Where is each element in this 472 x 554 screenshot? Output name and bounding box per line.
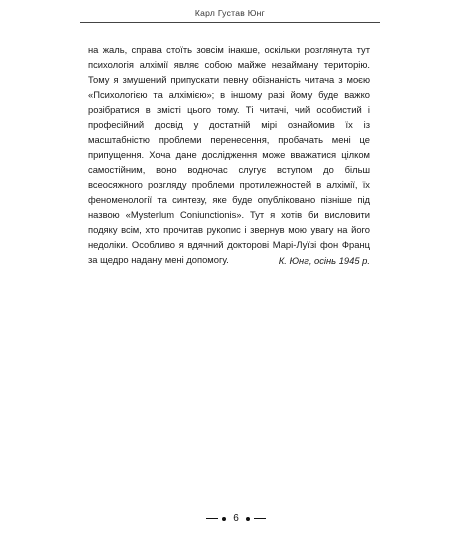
footer-dot-left <box>222 517 226 521</box>
footer-dash-left <box>206 518 218 519</box>
page-footer <box>0 513 472 524</box>
author-signature: К. Юнг, осінь 1945 р. <box>278 255 370 266</box>
page-number: 6 <box>233 513 239 524</box>
running-header: Карл Густав Юнг <box>194 8 266 18</box>
footer-dash-right <box>254 518 266 519</box>
header-rule <box>80 22 380 23</box>
footer-dot-right <box>246 517 250 521</box>
body-paragraph: на жаль, справа стоїть зовсім інакше, оскільки розглянута тут психологія алхімії являє собою майже незайману територію. Тому я змушений припускати певну обізнаність читача з моєю «Психологією та алхімією»; в іншому разі йому буде важко розібратися в змісті цього тому. Ті читачі, чий особистий і професійний досвід у достатній мірі ознайомив їх із масштабністю проблеми перенесення, пробачать мені це припущення. Хоча дане дослідження може вважатися цілком самостійним, воно водночас слугує вступом до більш всеосяжного розгляду проблеми протилежностей в алхімії, їх феноменології та синтезу, яке буде опубліковано пізніше під назвою «Mysterlum Coniunctionis». Тут я хотів би висловити подяку всім, хто прочитав рукопис і звернув мою увагу на його недоліки. Особливо я вдячний докторові Марі-Луїзі фон Франц за щедро надану мені допомогу. <box>88 44 370 265</box>
